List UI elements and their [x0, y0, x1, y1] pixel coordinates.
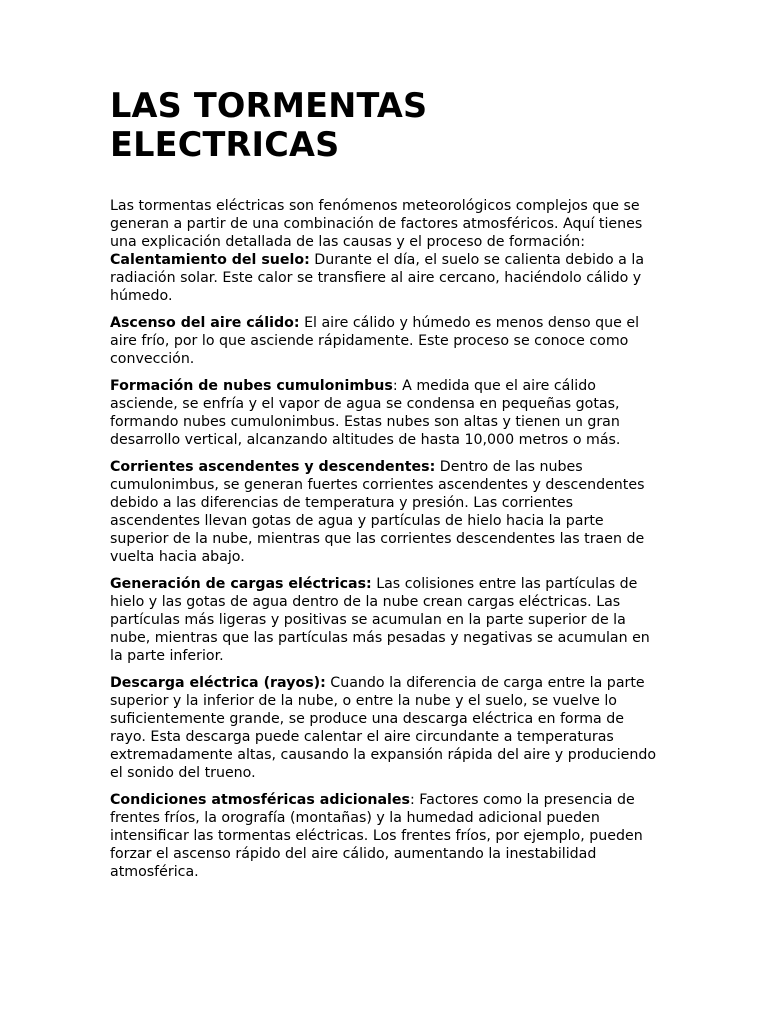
title-line-2: ELECTRICAS [110, 125, 340, 164]
section-formacion [110, 377, 660, 449]
section-separator: : [392, 378, 398, 394]
section-body: A medida que el aire cálido asciende, se enfría y el vapor de agua se condensa en pequeñas gotas, formando nubes cumulonimbus. Estas nubes son altas y tienen un gran desarrollo vertical, alcanzando altitudes de hasta 10,000 metros o más. [110, 378, 621, 448]
section-heading: Condiciones atmosféricas adicionales [110, 792, 410, 808]
section-calentamiento [110, 251, 660, 305]
section-heading: Calentamiento del suelo: [110, 252, 310, 268]
section-body: Dentro de las nubes cumulonimbus, se generan fuertes corrientes ascendentes y descendentes debido a las diferencias de temperatura y presión. Las corrientes ascendentes llevan gotas de agua y partículas de hielo hacia la parte superior de la nube, mientras que las corrientes descendentes las traen de vuelta hacia abajo. [110, 459, 645, 565]
section-heading: Generación de cargas eléctricas: [110, 576, 372, 592]
section-heading: Descarga eléctrica (rayos): [110, 675, 326, 691]
document-title [110, 86, 660, 164]
section-heading: Ascenso del aire cálido: [110, 315, 300, 331]
section-heading: Corrientes ascendentes y descendentes: [110, 459, 436, 475]
section-body: Durante el día, el suelo se calienta debido a la radiación solar. Este calor se transfiere al aire cercano, haciéndolo cálido y húmedo. [110, 252, 645, 304]
section-generacion [110, 575, 660, 665]
section-body: Las colisiones entre las partículas de hielo y las gotas de agua dentro de la nube crean cargas eléctricas. Las partículas más ligeras y positivas se acumulan en la parte superior de la nube, mientras que las partículas más pesadas y negativas se acumulan en la parte inferior. [110, 576, 650, 664]
section-body: Factores como la presencia de frentes fríos, la orografía (montañas) y la humedad adicional pueden intensificar las tormentas eléctricas. Los frentes fríos, por ejemplo, pueden forzar el ascenso rápido del aire cálido, aumentando la inestabilidad atmosférica. [110, 792, 643, 880]
section-separator: : [409, 792, 415, 808]
section-heading: Formación de nubes cumulonimbus [110, 378, 393, 394]
section-ascenso [110, 314, 660, 368]
section-body: El aire cálido y húmedo es menos denso que el aire frío, por lo que asciende rápidamente. Este proceso se conoce como convección. [110, 315, 640, 367]
document-page [110, 86, 660, 890]
section-condiciones [110, 791, 660, 881]
section-body: Cuando la diferencia de carga entre la parte superior y la inferior de la nube, o entre la nube y el suelo, se vuelve lo suficientemente grande, se produce una descarga eléctrica en forma de rayo. Esta descarga puede calentar el aire circundante a temperaturas extremadamente altas, causando la expansión rápida del aire y produciendo el sonido del trueno. [110, 675, 657, 781]
title-line-1: LAS TORMENTAS [110, 86, 428, 125]
section-corrientes [110, 458, 660, 566]
section-descarga [110, 674, 660, 782]
intro-paragraph: Las tormentas eléctricas son fenómenos meteorológicos complejos que se generan a partir de una combinación de factores atmosféricos. Aquí tienes una explicación detallada de las causas y el proceso de formación: [110, 198, 643, 250]
